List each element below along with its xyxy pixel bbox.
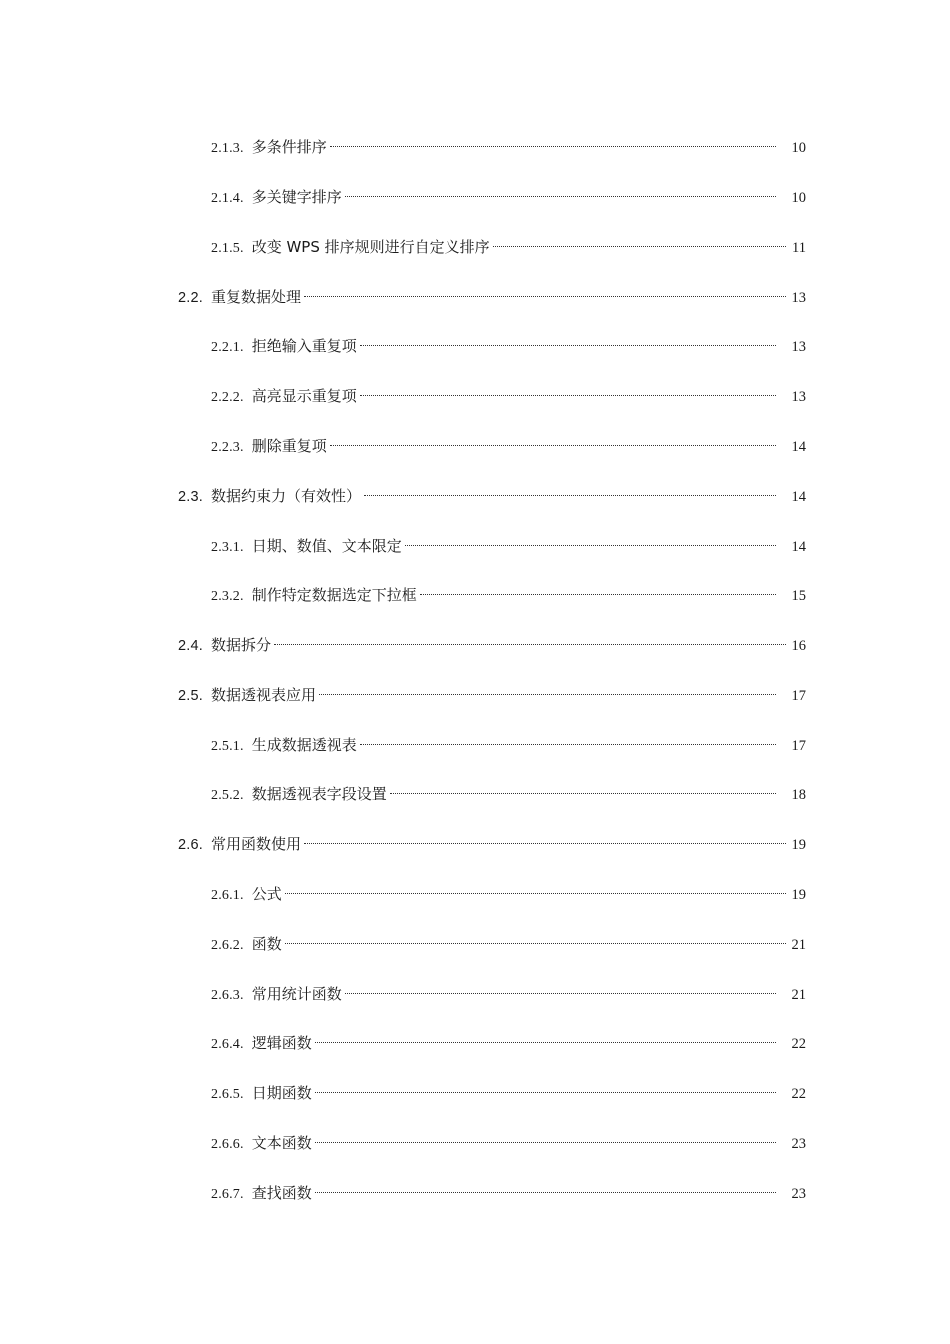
toc-dot-leader: [304, 280, 786, 302]
toc-entry-title: 数据透视表应用: [211, 686, 317, 704]
toc-entry-page: 22: [791, 1036, 806, 1052]
toc-entry-number: 2.1.5.: [211, 241, 244, 256]
toc-entry-number: 2.6.: [178, 837, 203, 853]
toc-entry-number: 2.3.1.: [211, 540, 244, 555]
toc-entry-page: 10: [791, 140, 806, 156]
toc-entry-page: 10: [791, 190, 806, 206]
toc-entry-page: 13: [791, 290, 806, 306]
toc-entry-title: 拒绝输入重复项: [251, 337, 357, 355]
toc-entry-title: 数据透视表字段设置: [251, 785, 387, 803]
toc-entry-title: 重复数据处理: [211, 288, 302, 306]
toc-entry-2-6-1[interactable]: [211, 877, 806, 903]
toc-entry-title: 改变 WPS 排序规则进行自定义排序: [251, 238, 490, 256]
toc-dot-leader: [390, 777, 776, 799]
toc-entry-number: 2.5.2.: [211, 788, 244, 803]
toc-entry-2-3-1[interactable]: [211, 529, 806, 555]
toc-entry-number: 2.6.1.: [211, 888, 244, 903]
toc-entry-page: 14: [791, 489, 806, 505]
toc-entry-2-6-3[interactable]: [211, 977, 806, 1003]
toc-entry-2-1-5[interactable]: [211, 230, 806, 256]
toc-entry-page: 22: [791, 1086, 806, 1102]
toc-dot-leader: [330, 429, 776, 451]
toc-entry-title: 日期、数值、文本限定: [251, 537, 402, 555]
toc-entry-page: 14: [791, 539, 806, 555]
toc-entry-number: 2.6.2.: [211, 938, 244, 953]
toc-entry-2-2-2[interactable]: [211, 379, 806, 405]
toc-entry-number: 2.6.7.: [211, 1187, 244, 1202]
toc-dot-leader: [420, 578, 776, 600]
toc-entry-title: 文本函数: [251, 1134, 312, 1152]
toc-entry-number: 2.6.6.: [211, 1137, 244, 1152]
toc-dot-leader: [493, 230, 786, 252]
toc-dot-leader: [315, 1026, 776, 1048]
toc-dot-leader: [315, 1076, 776, 1098]
toc-entry-page: 19: [791, 837, 806, 853]
toc-entry-number: 2.6.5.: [211, 1087, 244, 1102]
toc-entry-title: 数据约束力（有效性）: [211, 487, 362, 505]
toc-dot-leader: [330, 130, 776, 152]
toc-entry-page: 11: [792, 240, 806, 256]
toc-entry-title: 多关键字排序: [251, 188, 342, 206]
toc-dot-leader: [360, 329, 776, 351]
toc-dot-leader: [360, 728, 776, 750]
toc-dot-leader: [315, 1176, 776, 1198]
toc-dot-leader: [304, 827, 786, 849]
toc-dot-leader: [345, 977, 776, 999]
toc-entry-page: 21: [791, 937, 806, 953]
toc-entry-page: 14: [791, 439, 806, 455]
toc-entry-number: 2.5.1.: [211, 739, 244, 754]
toc-entry-number: 2.1.4.: [211, 191, 244, 206]
toc-entry-number: 2.3.: [178, 489, 203, 505]
toc-entry-2-6-5[interactable]: [211, 1076, 806, 1102]
toc-dot-leader: [274, 628, 786, 650]
toc-entry-2-4[interactable]: [178, 628, 806, 654]
toc-dot-leader: [360, 379, 776, 401]
toc-entry-2-2[interactable]: [178, 280, 806, 306]
toc-entry-title: 常用函数使用: [211, 835, 302, 853]
toc-entry-number: 2.3.2.: [211, 589, 244, 604]
toc-entry-2-5[interactable]: [178, 678, 806, 704]
toc-entry-number: 2.2.: [178, 290, 203, 306]
toc-entry-title: 常用统计函数: [251, 985, 342, 1003]
toc-entry-2-6-4[interactable]: [211, 1026, 806, 1052]
toc-entry-number: 2.4.: [178, 638, 203, 654]
toc-entry-page: 17: [791, 688, 806, 704]
toc-dot-leader: [405, 529, 776, 551]
toc-entry-number: 2.2.2.: [211, 390, 244, 405]
toc-entry-page: 23: [791, 1186, 806, 1202]
toc-entry-2-6[interactable]: [178, 827, 806, 853]
toc-entry-2-2-1[interactable]: [211, 329, 806, 355]
toc-entry-2-1-4[interactable]: [211, 180, 806, 206]
toc-entry-2-6-2[interactable]: [211, 927, 806, 953]
toc-entry-2-3-2[interactable]: [211, 578, 806, 604]
toc-entry-2-5-1[interactable]: [211, 728, 806, 754]
toc-entry-2-3[interactable]: [178, 479, 806, 505]
toc-entry-2-6-6[interactable]: [211, 1126, 806, 1152]
toc-dot-leader: [364, 479, 776, 501]
toc-entry-title: 删除重复项: [251, 437, 327, 455]
toc-entry-page: 13: [791, 339, 806, 355]
toc-dot-leader: [315, 1126, 776, 1148]
toc-entry-title: 制作特定数据选定下拉框: [251, 586, 417, 604]
toc-entry-page: 21: [791, 987, 806, 1003]
toc-entry-number: 2.2.3.: [211, 440, 244, 455]
toc-entry-2-2-3[interactable]: [211, 429, 806, 455]
toc-entry-title: 多条件排序: [251, 138, 327, 156]
toc-entry-2-5-2[interactable]: [211, 777, 806, 803]
toc-entry-2-6-7[interactable]: [211, 1176, 806, 1202]
toc-dot-leader: [319, 678, 776, 700]
toc-entry-page: 23: [791, 1136, 806, 1152]
toc-entry-page: 16: [791, 638, 806, 654]
toc-entry-title: 数据拆分: [211, 636, 272, 654]
toc-entry-title: 日期函数: [251, 1084, 312, 1102]
toc-entry-title: 查找函数: [251, 1184, 312, 1202]
toc-entry-title: 公式: [251, 885, 282, 903]
toc-dot-leader: [285, 877, 786, 899]
toc-entry-number: 2.6.4.: [211, 1037, 244, 1052]
toc-entry-title: 函数: [251, 935, 282, 953]
toc-entry-page: 13: [791, 389, 806, 405]
toc-entry-2-1-3[interactable]: [211, 130, 806, 156]
toc-entry-page: 18: [791, 787, 806, 803]
toc-dot-leader: [345, 180, 776, 202]
toc-entry-number: 2.2.1.: [211, 340, 244, 355]
toc-entry-title: 逻辑函数: [251, 1034, 312, 1052]
toc-entry-page: 19: [791, 887, 806, 903]
toc-entry-number: 2.5.: [178, 688, 203, 704]
toc-entry-page: 17: [791, 738, 806, 754]
toc-entry-page: 15: [791, 588, 806, 604]
toc-entry-number: 2.6.3.: [211, 988, 244, 1003]
toc-entry-title: 高亮显示重复项: [251, 387, 357, 405]
toc-entry-number: 2.1.3.: [211, 141, 244, 156]
toc-dot-leader: [285, 927, 786, 949]
toc-entry-title: 生成数据透视表: [251, 736, 357, 754]
